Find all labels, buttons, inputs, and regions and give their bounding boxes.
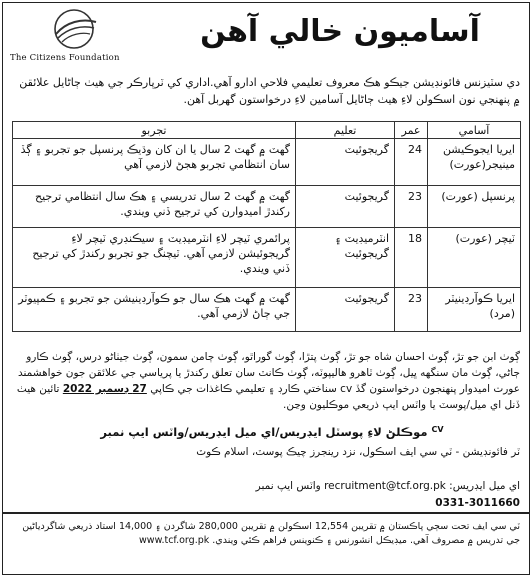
jobs-table bbox=[12, 121, 521, 332]
table-row bbox=[13, 228, 521, 288]
cell-age: 18 bbox=[395, 228, 428, 288]
cell-post: ايريا ايجوڪيشن مينيجر(عورت) bbox=[428, 139, 521, 186]
deadline-date: 27 ڊسمبر 2022 bbox=[62, 383, 147, 395]
cell-age: 24 bbox=[395, 139, 428, 186]
cell-experience: گهٽ ۾ گهٽ هڪ سال جو ڪوآرڊينيشن جو تجربو ۽ ڪمپيوٽر جي ڄاڻ لازمي آهي. bbox=[13, 288, 296, 332]
cell-experience: پرائمري ٽيچر لاءِ انٽرميڊيٽ ۽ سيڪنڊري ٽيچر لاءِ گريجوئيشن لازمي آهي. ٽيچنگ جو تجربو رکندڙ کي ترجيح ڏني ويندي. bbox=[13, 228, 296, 288]
phone-number[interactable]: 0331-3011660 bbox=[435, 497, 520, 509]
cell-post: ايريا ڪوآرڊينيٽر (مرد) bbox=[428, 288, 521, 332]
whatsapp-label: واٽس ايپ نمبر bbox=[255, 480, 321, 492]
cell-age: 23 bbox=[395, 288, 428, 332]
cell-education: گريجوئيٽ bbox=[296, 186, 395, 228]
eligibility-text: ڳوٺ ابن جو تڙ، ڳوٺ احسان شاه جو تڙ، ڳوٺ پتڙا، ڳوٺ گوراٿو، ڳوٺ ڄامن سمون، ڳوٺ جيٺاڻو درس، ڳوٺ ڪارو ڄاڻي، ڳوٺ مان سنگهه ڀيل، ڳوٺ ٽاهرو هاليپوٽه، ڳوٺ ڪانٽ سان تعلق رکندڙ يا پرياسي جي علائقن جون خواهشمند عورت اميدوار پنهنجون درخواستون گڏ cv سناختي ڪارڊ ۽ تعليمي ڪاغذات جي ڪاپي bbox=[17, 351, 520, 395]
header-education: تعليم bbox=[296, 122, 395, 139]
cell-experience: گهٽ ۾ گهٽ 2 سال تدريسي ۽ هڪ سال انتظامي ترجيح رکندڙ اميدوارن کي ترجيح ڏني ويندي. bbox=[13, 186, 296, 228]
table-row bbox=[13, 139, 521, 186]
cv-heading bbox=[12, 425, 532, 439]
header-post: آسامي bbox=[428, 122, 521, 139]
footer-text: ٽي سي ايف تحت سڄي پاڪستان ۾ تقريبن 12,554 اسڪولن ۾ تقريبن 280,000 شاگردن ۽ 14,000 استاد ذريعي شاگردياڻين جي تدريس ۾ مصروف آهي. ميڊيڪل انشورنس ۽ ڪنوينس فراهم ڪئي ويندي. www.tcf.org.pk bbox=[22, 521, 520, 546]
postal-address: ٽر فائونڊيشن - ٽي سي ايف اسڪول، نزد رينجرز چيڪ پوسٽ، اسلام ڪوٽ bbox=[196, 446, 520, 458]
cell-experience: گهٽ ۾ گهٽ 2 سال يا ان کان وڌيڪ پرنسپل جو تجربو ۽ ڳڏ سان انتظامي تجربو هجڻ لازمي آهي bbox=[13, 139, 296, 186]
cv-heading-text: موڪلڻ لاءِ پوسٽل ايڊريس/اي ميل ايڊريس/واٽس ايپ نمبر bbox=[100, 425, 428, 439]
tcf-logo bbox=[10, 8, 130, 70]
cell-education: گريجوئيٽ bbox=[296, 288, 395, 332]
cv-label: CV bbox=[431, 425, 444, 434]
email-address[interactable]: recruitment@tcf.org.pk bbox=[324, 480, 446, 492]
header-age: عمر bbox=[395, 122, 428, 139]
table-row bbox=[13, 288, 521, 332]
swoosh-logo-icon bbox=[48, 8, 100, 50]
table-row bbox=[13, 186, 521, 228]
table-header-row bbox=[13, 122, 521, 139]
cell-post: ٽيچر (عورت) bbox=[428, 228, 521, 288]
eligibility-paragraph bbox=[12, 349, 520, 413]
intro-paragraph: دي سٽيزنس فائونڊيشن جيڪو هڪ معروف تعليمي فلاحي ادارو آهي.اداري کي ٽرپارڪر جي هيٺ ڄاڻايل علائقن ۾ پنهنجي نون اسڪولن لاءِ هيٺ ڄاڻايل آسامين لاءِ درخواستون گهربل آهن. bbox=[19, 76, 520, 106]
email-line bbox=[12, 480, 520, 492]
cell-education: گريجوئيٽ bbox=[296, 139, 395, 186]
footer-box bbox=[3, 512, 529, 572]
headline: آسامیون خالي آهن bbox=[200, 14, 480, 49]
logo-text: The Citizens Foundation bbox=[10, 53, 120, 63]
cell-age: 23 bbox=[395, 186, 428, 228]
eligibility-text-end: تائين هيٺ ڏنل اي ميل/پوسٽ يا واٽس ايپ ذريعي موڪليون وڃن. bbox=[16, 383, 520, 411]
header-experience: تجربو bbox=[13, 122, 296, 139]
cell-post: پرنسپل (عورت) bbox=[428, 186, 521, 228]
cell-education: انٽرميڊيٽ ۽ گريجوئيٽ bbox=[296, 228, 395, 288]
email-label: اي ميل ايڊريس: bbox=[449, 480, 520, 492]
